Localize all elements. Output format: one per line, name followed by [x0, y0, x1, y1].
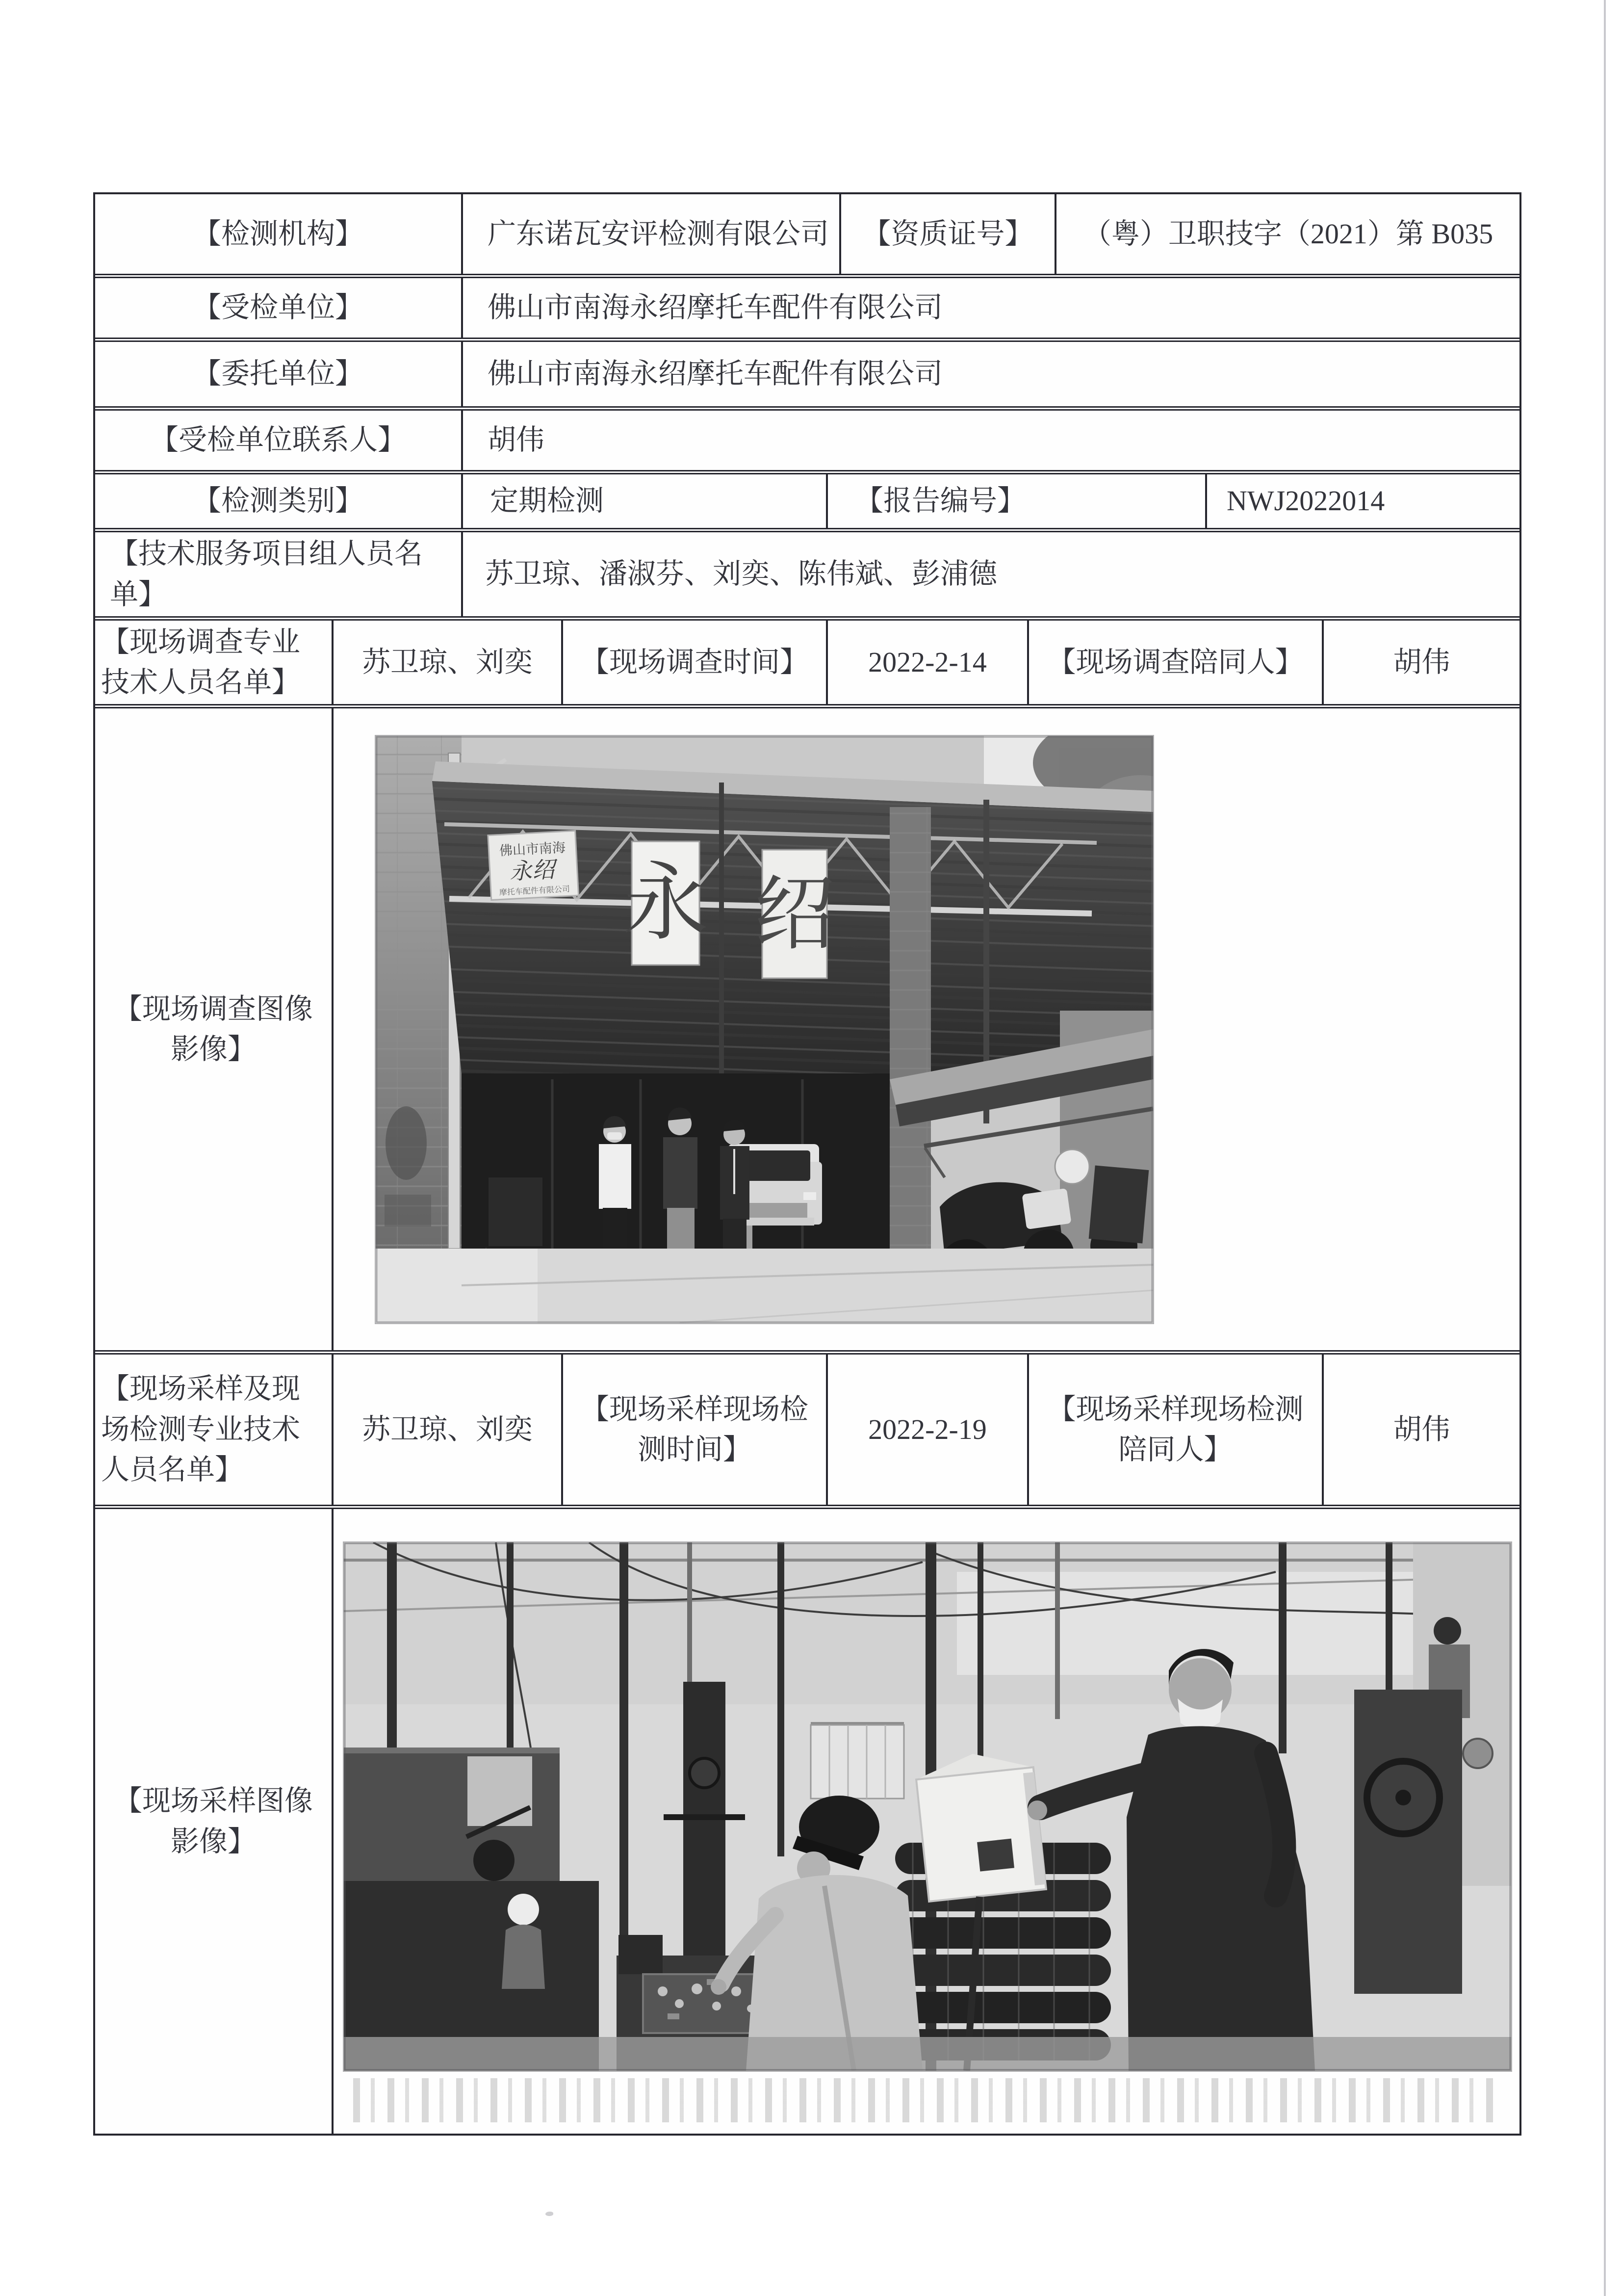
- ibc-tote: [811, 1722, 904, 1799]
- survey-site-photo: [376, 736, 1153, 1323]
- client-unit-label: 【委托单位】: [95, 342, 463, 406]
- survey-escort-label: 【现场调查陪同人】: [1029, 621, 1324, 704]
- sampling-site-photo: [344, 1542, 1511, 2071]
- survey-escort-value: 胡伟: [1393, 646, 1450, 678]
- contact-value: 胡伟: [488, 424, 545, 456]
- banner-right: [754, 850, 835, 978]
- project-team-value: 苏卫琼、潘淑芬、刘奕、陈伟斌、彭浦德: [485, 558, 998, 590]
- scan-streak-band: [353, 2078, 1496, 2122]
- sign-line3: 摩托车配件有限公司: [499, 885, 570, 897]
- face-mask: [607, 1132, 622, 1140]
- survey-photo-illustration: [376, 736, 1153, 1323]
- sampling-escort-value: 胡伟: [1393, 1413, 1450, 1445]
- sampling-photo-label: 【现场采样图像影像】: [95, 1509, 334, 2134]
- sampling-photo-cell: [334, 1509, 1519, 2134]
- report-info-table: [93, 192, 1521, 2136]
- project-team-label: 【技术服务项目组人员名单】: [95, 532, 463, 616]
- inspected-unit-value: 佛山市南海永绍摩托车配件有限公司: [488, 291, 943, 324]
- report-no-value: NWJ2022014: [1227, 485, 1385, 517]
- survey-staff-label: 【现场调查专业技术人员名单】: [95, 621, 334, 704]
- category-label: 【检测类别】: [95, 474, 463, 528]
- table-row-sampling: [95, 1355, 1519, 1509]
- survey-photo-cell: [334, 708, 1519, 1350]
- sign-line1: 佛山市南海: [499, 840, 566, 859]
- banner-left-character: 永: [622, 856, 709, 951]
- report-no-label: 【报告编号】: [828, 474, 1207, 528]
- wall-roundel: [1463, 1739, 1493, 1768]
- scan-edge-line: [1604, 0, 1606, 2296]
- contact-label: 【受检单位联系人】: [95, 411, 463, 470]
- banner-right-character: 绍: [754, 870, 835, 960]
- agency-label: 【检测机构】: [95, 194, 463, 274]
- table-row-survey-photo: [95, 708, 1519, 1355]
- sampling-staff-value: 苏卫琼、刘奕: [334, 1355, 563, 1505]
- table-row-category: [95, 474, 1519, 532]
- sampling-time-label: 【现场采样现场检测时间】: [563, 1355, 828, 1505]
- helmet: [1055, 1149, 1089, 1184]
- category-value: 定期检测: [463, 474, 828, 528]
- company-sign: [488, 831, 579, 900]
- motorcycle-white-panel: [1022, 1188, 1071, 1229]
- cert-no-label: 【资质证号】: [841, 194, 1056, 274]
- sampling-time-value: 2022-2-19: [828, 1355, 1029, 1505]
- white-hat-worker: [508, 1894, 539, 1925]
- instrument-port: [977, 1839, 1014, 1872]
- sampling-staff-label: 【现场采样及现场检测专业技术人员名单】: [95, 1355, 334, 1505]
- survey-photo-label: 【现场调查图像影像】: [95, 708, 334, 1350]
- table-row-project-team: [95, 532, 1519, 621]
- survey-time-label: 【现场调查时间】: [563, 621, 828, 704]
- pavement: [376, 1249, 1153, 1323]
- survey-staff-value: 苏卫琼、刘奕: [334, 621, 563, 704]
- floor-shadow: [344, 2037, 1511, 2071]
- table-row-sampling-photo: [95, 1509, 1519, 2134]
- agency-value: 广东诺瓦安评检测有限公司: [463, 194, 841, 274]
- survey-time-value: 2022-2-14: [828, 621, 1029, 704]
- table-row-inspected-unit: [95, 278, 1519, 342]
- sign-line2: 永绍: [509, 857, 556, 885]
- table-row-contact: [95, 411, 1519, 474]
- table-row-site-survey: [95, 621, 1519, 708]
- sampling-photo-illustration: [344, 1542, 1511, 2071]
- table-row-client-unit: [95, 342, 1519, 411]
- sampling-escort-label: 【现场采样现场检测陪同人】: [1029, 1355, 1324, 1505]
- cert-no-value: （粤）卫职技字（2021）第 B035: [1082, 217, 1493, 250]
- scan-speck: [545, 2212, 553, 2216]
- client-unit-value: 佛山市南海永绍摩托车配件有限公司: [488, 358, 943, 390]
- table-row-agency: [95, 194, 1519, 278]
- inspected-unit-label: 【受检单位】: [95, 278, 463, 338]
- banner-left: [623, 841, 709, 965]
